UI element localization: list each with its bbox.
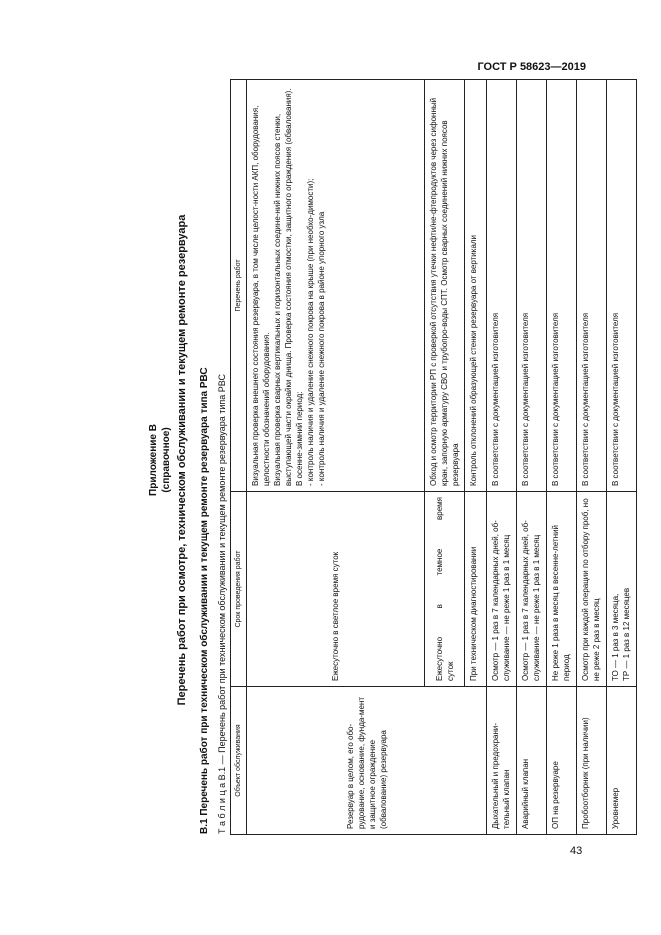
works-line: - контроль наличия и удаление снежного покрова в районе упорного узла (317, 211, 326, 486)
works-cell (247, 80, 425, 492)
appendix-note: (справочное) (161, 427, 172, 493)
period-line: ТР — 1 раз в 12 месяцев (622, 587, 631, 681)
period-cell: Ежесуточно в светлое время суток (247, 492, 425, 687)
works-line: В осенне-зимний период: (295, 391, 304, 486)
page-number: 43 (570, 845, 583, 857)
works-cell: В соответствии с документацией изготовителя (487, 80, 517, 492)
header-object: Объект обслуживания (231, 687, 247, 835)
standard-code: ГОСТ Р 58623—2019 (477, 61, 586, 73)
works-cell: Контроль отклонений образующей стенки резервуара от вертикали (465, 80, 487, 492)
section-heading: В.1 Перечень работ при техническом обслуживании и текущем ремонте резервуара типа РВС (199, 367, 210, 834)
table-row (487, 80, 517, 835)
period-cell: При техническом диагностировании (465, 492, 487, 687)
table-row (547, 80, 577, 835)
table-caption: Т а б л и ц а В.1 — Перечень работ при техническом обслуживании и текущем ремонте резервуара типа РВС (217, 374, 227, 834)
table-header-row (231, 80, 247, 835)
period-spread (434, 497, 445, 681)
period-cell: Не реже 1 раза в месяц в весенне-летний период (547, 492, 577, 687)
rotated-content (145, 78, 631, 842)
table-row (517, 80, 547, 835)
works-cell: Обход и осмотр территории РП с проверкой отсутствия утечки нефти/не-фтепродуктов через сифонный кран, запорную арматуру СВО и трубопро-воды СПТ. Осмотр сварных соединений нижних поясов резервуара (425, 80, 465, 492)
appendix-block (147, 78, 173, 842)
appendix-heading: Перечень работ при осмотре, техническом обслуживании и текущем ремонте резервуара (176, 214, 188, 706)
period-word: суток (445, 661, 455, 681)
table-row (247, 80, 425, 835)
header-works: Перечень работ (231, 80, 247, 492)
works-line: Визуальная проверка сварных вертикальных и горизонтальных соедине-ний нижних поясов стенки, выступающей части окрайки днища. Проверка состояния отмостки, защитного ограждения (обвалования). (273, 88, 293, 486)
object-cell: Уровнемер (607, 687, 637, 835)
works-cell: В соответствии с документацией изготовителя (547, 80, 577, 492)
works-line: - контроль наличия и удаление снежного покрова на крыше (при необхо-димости); (306, 178, 315, 486)
header-period: Срок проведения работ (231, 492, 247, 687)
period-cell: Осмотр — 1 раз в 7 календарных дней, об-служивание — не реже 1 раз в 1 месяц (517, 492, 547, 687)
period-line: ТО — 1 раз в 3 месяца, (611, 593, 620, 681)
object-cell: Дыхательный и предохрани-тельный клапан (487, 687, 517, 835)
period-word: в (434, 604, 444, 609)
period-cell: Осмотр при каждой операции по отбору проб, но не реже 2 раз в месяц (577, 492, 607, 687)
period-word: Ежесуточно (434, 636, 444, 681)
object-cell: Аварийный клапан (517, 687, 547, 835)
works-cell: В соответствии с документацией изготовителя (517, 80, 547, 492)
object-cell: ОП на резервуаре (547, 687, 577, 835)
table-row (577, 80, 607, 835)
works-line: Визуальная проверка внешнего состояния резервуара, в том числе целост-ности АКП, оборудования, целостности обозначений оборудования. (251, 105, 271, 486)
table-row (607, 80, 637, 835)
period-cell: Осмотр — 1 раз в 7 календарных дней, об-служивание — не реже 1 раз в 1 месяц (487, 492, 517, 687)
period-word: время (434, 497, 444, 520)
period-cell (607, 492, 637, 687)
works-cell: В соответствии с документацией изготовителя (577, 80, 607, 492)
object-cell: Резервуар в целом, его обо-рудование, основание, фунда-мент и защитное ограждение (обвалование) резервуара (247, 687, 487, 835)
works-table (230, 79, 637, 835)
period-cell (425, 492, 465, 687)
object-cell: Пробоотборник (при наличии) (577, 687, 607, 835)
works-cell: В соответствии с документацией изготовителя (607, 80, 637, 492)
appendix-title: Приложение В (148, 424, 159, 496)
period-word: темное (434, 548, 444, 576)
